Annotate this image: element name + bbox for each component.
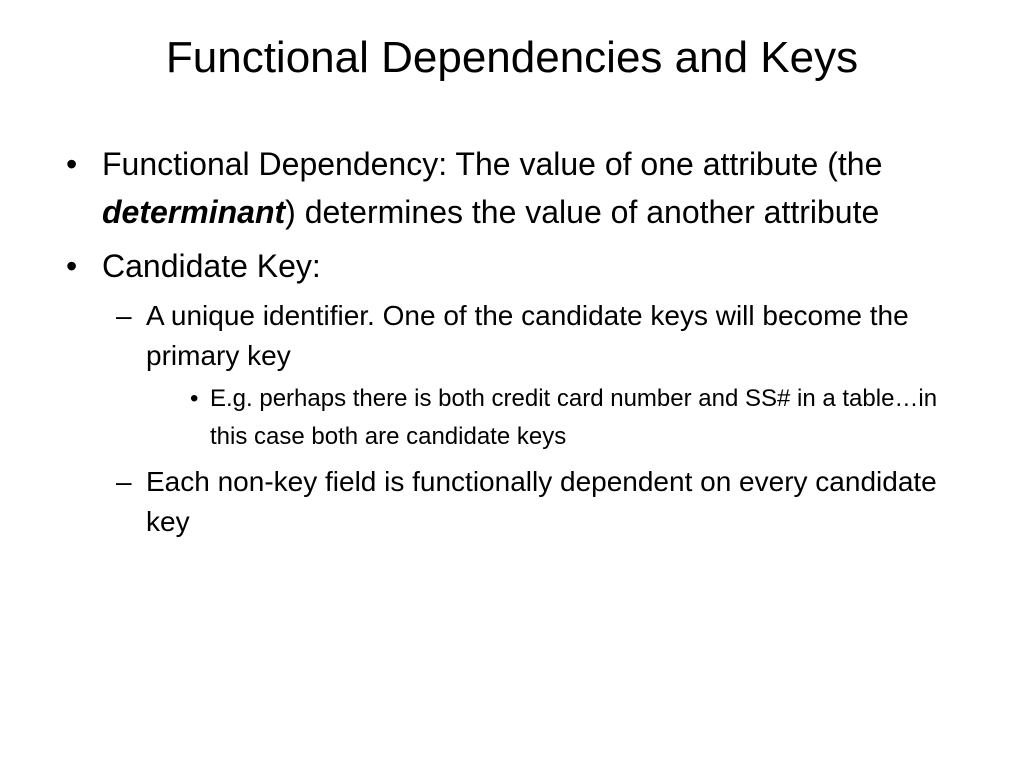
- sub-bullet-unique-identifier: [116, 296, 978, 376]
- fd-text-after: ) determines the value of another attribute: [285, 194, 880, 230]
- dash-icon: –: [116, 466, 132, 497]
- ck-example-text: E.g. perhaps there is both credit card number and SS# in a table…in this case both are candidate keys: [210, 385, 938, 450]
- bullet-icon: •: [66, 146, 78, 182]
- fd-text-emphasis: determinant: [102, 194, 286, 230]
- bullet-icon: •: [66, 248, 78, 284]
- fd-text-before: Functional Dependency: The value of one attribute (the: [102, 146, 883, 182]
- sub-bullet-non-key-field: [116, 462, 978, 542]
- dash-icon: –: [116, 300, 132, 331]
- bullet-candidate-key: [58, 242, 978, 290]
- bullet-icon: •: [190, 385, 199, 412]
- ck-sub2-text: Each non-key field is functionally dependent on every candidate key: [146, 466, 937, 537]
- ck-sub1-text: A unique identifier. One of the candidate keys will become the primary key: [146, 300, 909, 371]
- slide-title: Functional Dependencies and Keys: [165, 33, 859, 82]
- bullet-functional-dependency: [58, 140, 978, 236]
- sub-sub-bullet-example: [190, 380, 978, 456]
- slide-body: [58, 140, 978, 546]
- ck-label: Candidate Key:: [102, 248, 321, 284]
